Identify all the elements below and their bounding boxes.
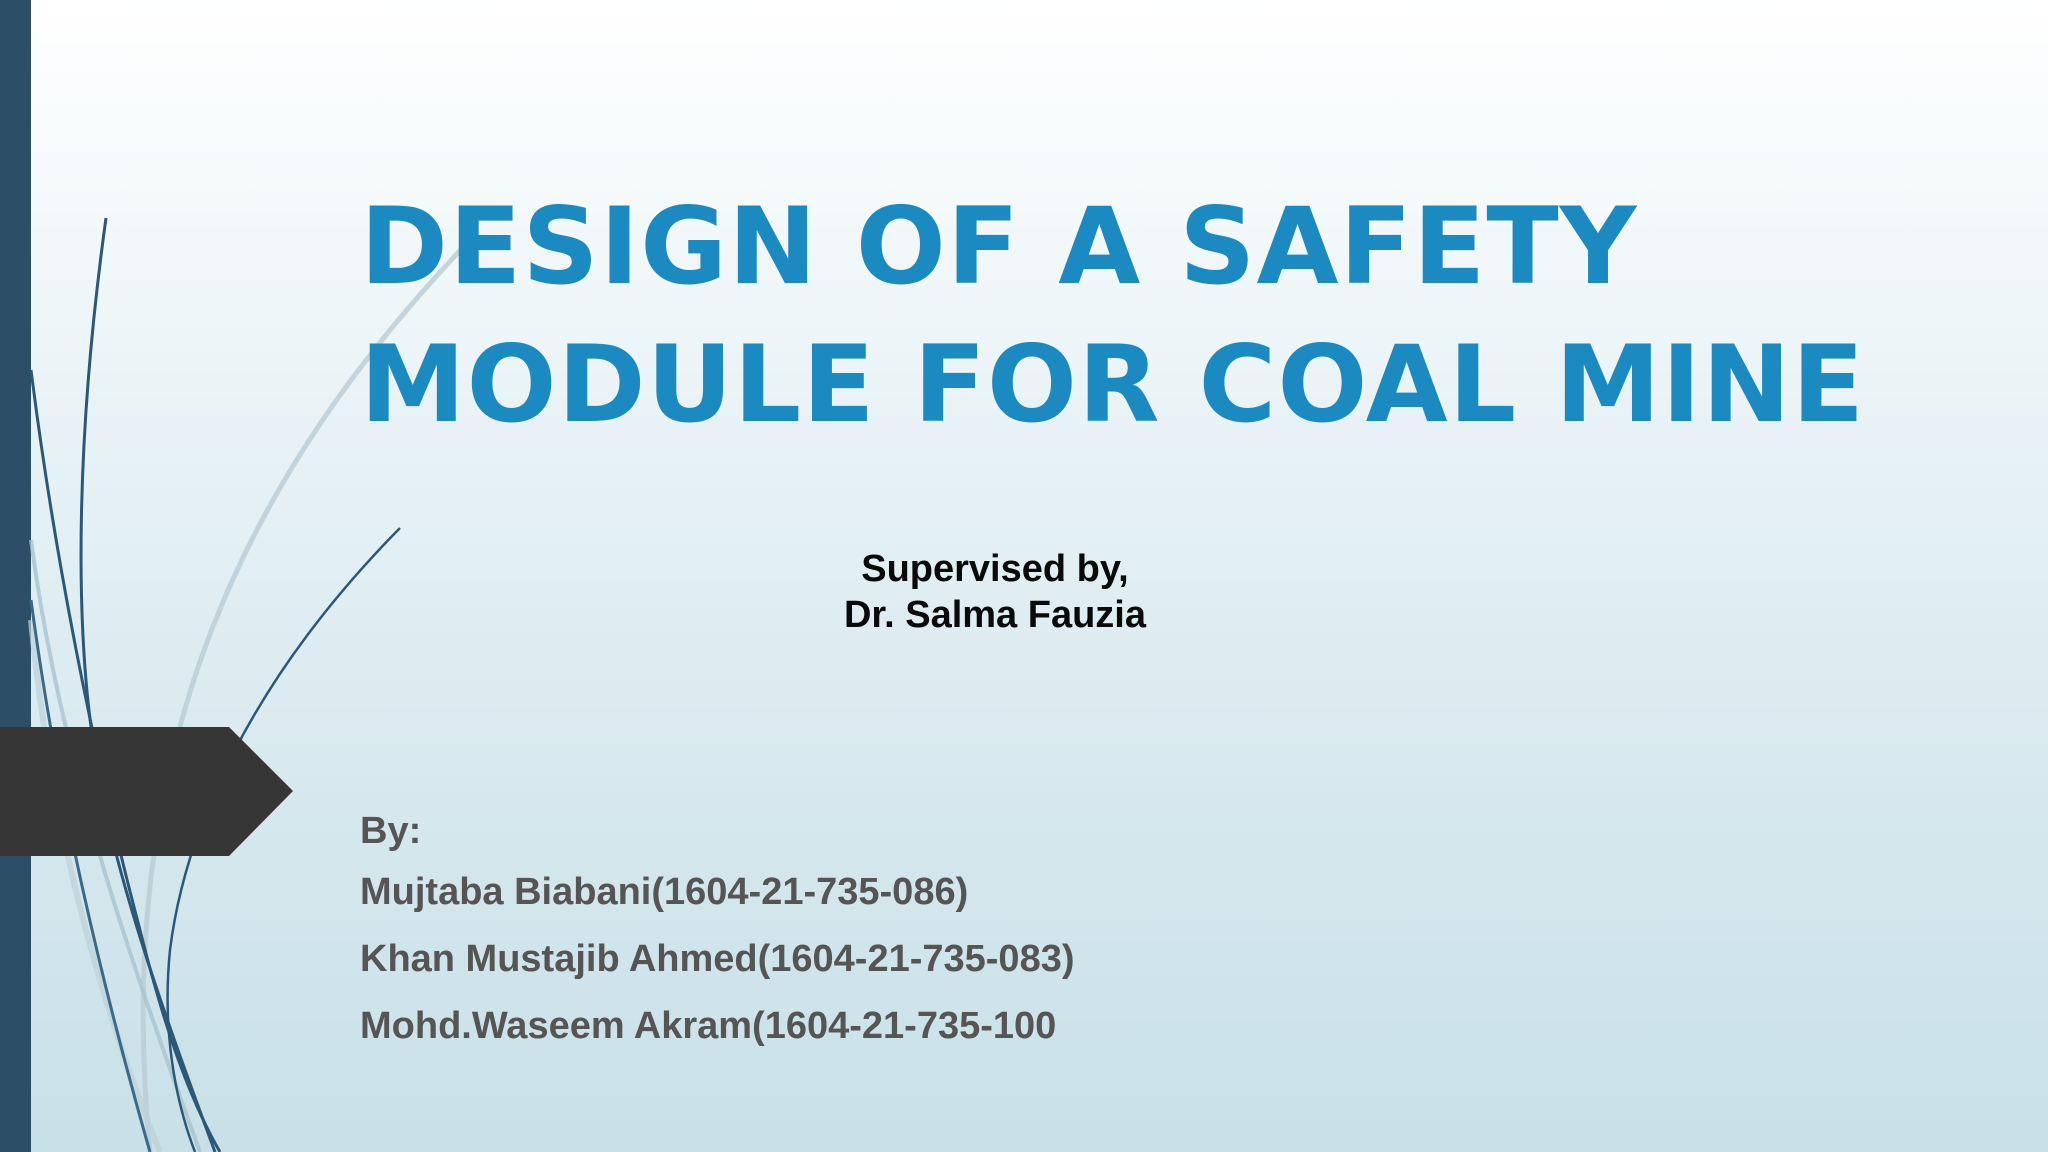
title-line-1: DESIGN OF A SAFETY xyxy=(360,185,1638,308)
authors-heading: By: xyxy=(360,810,422,852)
title-line-2: MODULE FOR COAL MINE xyxy=(360,323,1866,446)
slide-title xyxy=(360,178,2020,454)
author-name: Khan Mustajib Ahmed(1604-21-735-083) xyxy=(360,938,1075,980)
arrow-tab xyxy=(0,727,293,856)
author-name: Mohd.Waseem Akram(1604-21-735-100 xyxy=(360,1005,1057,1047)
authors-block xyxy=(360,803,1075,1060)
author-name: Mujtaba Biabani(1604-21-735-086) xyxy=(360,871,969,913)
light-curve-3 xyxy=(31,620,160,1152)
supervisor-block xyxy=(640,546,1350,638)
dark-curve-4 xyxy=(31,600,150,1152)
supervisor-heading: Supervised by, xyxy=(861,548,1129,590)
supervisor-name: Dr. Salma Fauzia xyxy=(843,594,1146,636)
